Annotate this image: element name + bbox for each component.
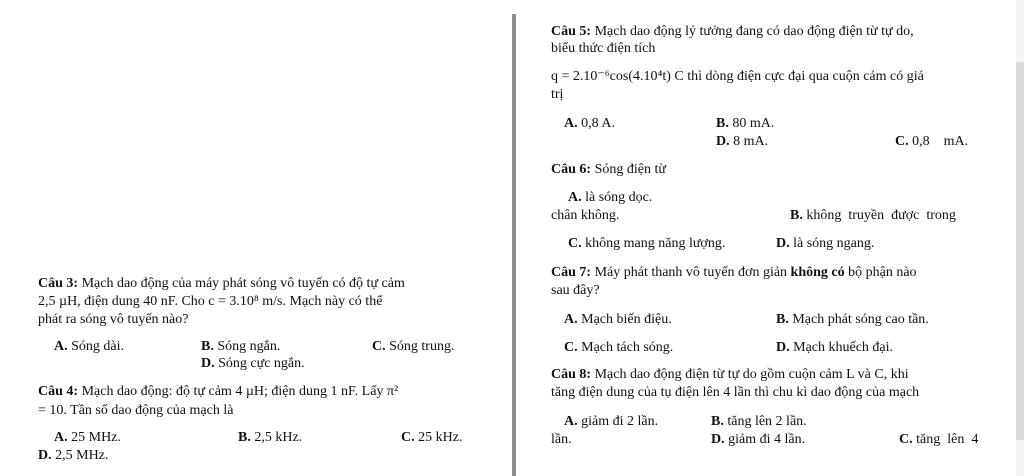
question-7-label: Câu 7: [551,265,592,280]
question-3-option-b[interactable]: B. Sóng ngắn. [201,339,281,354]
question-6-label: Câu 6: [551,162,592,177]
question-8-text-line2: tăng điện dung của tụ điện lên 4 lần thì chu kì dao động của mạch [551,385,920,400]
question-8-option-d[interactable]: D. giảm đi 4 lần. [711,432,806,447]
question-5-text-line4: trị [551,87,564,102]
question-8-text-line1: Mạch dao động điện từ tự do gồm cuộn cảm L và C, khi [594,367,909,382]
question-8-option-a[interactable]: A. giảm đi 2 lần. [564,414,659,429]
scrollbar-thumb[interactable] [1016,62,1024,440]
question-6-option-b[interactable]: B. không truyền được trong [790,208,956,223]
question-6-option-a[interactable]: A. là sóng dọc. [568,190,653,205]
question-7-text-line1a: Máy phát thanh vô tuyến đơn giản [594,265,788,280]
question-6-option-d[interactable]: D. là sóng ngang. [776,236,875,251]
question-7-text-line1c: bộ phận nào [848,265,917,280]
question-4-text-line2: = 10. Tần số dao động của mạch là [38,403,234,418]
question-6-option-c[interactable]: C. không mang năng lượng. [568,236,726,251]
question-8-option-c-cont: lần. [551,432,572,447]
question-7-emphasis: không có [790,265,845,280]
question-8-label: Câu 8: [551,367,592,382]
question-3-text-line2: 2,5 µH, điện dung 40 nF. Cho c = 3.10⁸ m/s. Mạch này có thể [38,294,383,309]
question-5-option-d[interactable]: D. 8 mA. [716,134,769,149]
question-4-label: Câu 4: [38,384,79,399]
question-5-option-b[interactable]: B. 80 mA. [716,116,775,131]
question-5-text-line1: Mạch dao động lý tưởng đang có dao động điện từ tự do, [594,24,914,39]
question-5-option-a[interactable]: A. 0,8 A. [564,116,615,131]
question-6-option-b-cont: chân không. [551,208,620,223]
question-7-option-b[interactable]: B. Mạch phát sóng cao tần. [776,312,929,327]
question-5-option-c[interactable]: C. 0,8 mA. [895,134,969,149]
question-3-option-a[interactable]: A. Sóng dài. [54,339,125,354]
question-4-text-line1: Mạch dao động: độ tự cảm 4 µH; điện dung 1 nF. Lấy π² [81,384,399,399]
question-3-option-c[interactable]: C. Sóng trung. [372,339,455,354]
question-5-text-line2: biểu thức điện tích [551,41,656,56]
question-7-option-d[interactable]: D. Mạch khuếch đại. [776,340,894,355]
question-8-option-b[interactable]: B. tăng lên 2 lần. [711,414,807,429]
question-5-formula-line: q = 2.10⁻⁶cos(4.10⁴t) C thì dòng điện cực đại qua cuộn cảm có giá [551,69,924,84]
question-7-text-line2: sau đây? [551,283,600,298]
column-divider [512,14,516,476]
question-8-option-c[interactable]: C. tăng lên 4 [899,432,979,447]
question-7-option-a[interactable]: A. Mạch biến điệu. [564,312,672,327]
question-4-option-d[interactable]: D. 2,5 MHz. [38,448,109,463]
question-3-label: Câu 3: [38,276,79,291]
question-4-option-c[interactable]: C. 25 kHz. [401,430,463,445]
question-6-text-line1: Sóng điện từ [594,162,666,177]
question-3-text-line1: Mạch dao động của máy phát sóng vô tuyến có độ tự cảm [81,276,405,291]
question-5-label: Câu 5: [551,24,592,39]
question-4-option-b[interactable]: B. 2,5 kHz. [238,430,303,445]
question-3-text-line3: phát ra sóng vô tuyến nào? [38,312,189,327]
question-3-option-d[interactable]: D. Sóng cực ngắn. [201,356,305,371]
question-7-option-c[interactable]: C. Mạch tách sóng. [564,340,674,355]
question-4-option-a[interactable]: A. 25 MHz. [54,430,121,445]
